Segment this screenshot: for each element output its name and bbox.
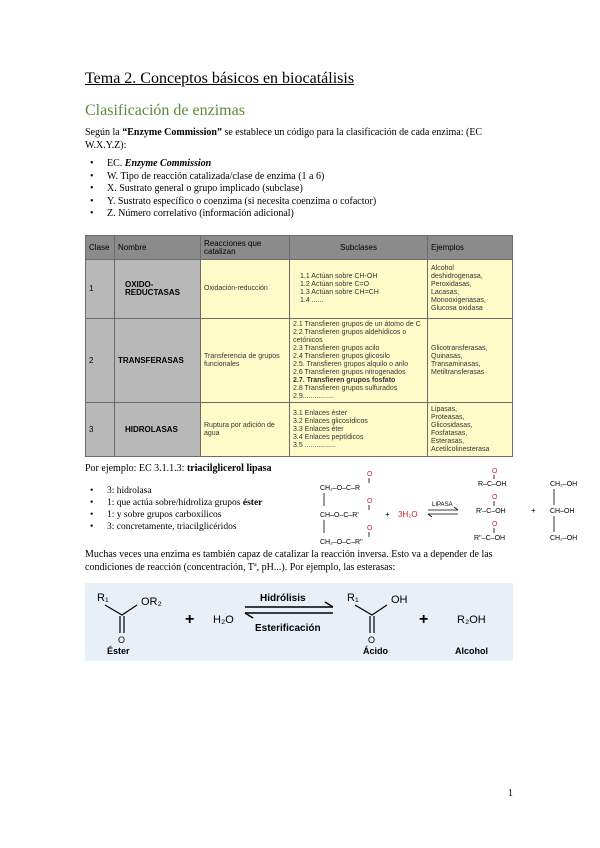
oh-label: OH xyxy=(391,594,408,606)
hydrolysis-label: Hidrólisis xyxy=(260,593,306,604)
row-ejemplos: Lipasas, Proteasas, Glicosidasas, Fosfatasas, Esterasas, Acetilcolinesterasa xyxy=(428,403,513,457)
lipase-reaction-diagram xyxy=(318,466,584,548)
water-label: 3H₂O xyxy=(398,510,418,519)
row-nombre: HIDROLASAS xyxy=(115,403,201,457)
intro-prefix: Según la xyxy=(85,127,123,138)
or2-label: OR₂ xyxy=(141,596,162,608)
row-reacciones: Transferencia de grupos funcionales xyxy=(201,319,290,403)
list-item: • 3: concretamente, triacilglicéridos xyxy=(90,521,262,533)
reverse-reaction-paragraph: Muchas veces una enzima es también capaz de catalizar la reacción inversa. Esto va a depender de las condiciones de reacción (concentración, Tª, pH...). Por ejemplo, las esterasas: xyxy=(85,549,493,573)
oxygen-label: O xyxy=(367,471,373,478)
list-item: • Z. Número correlativo (información adicional) xyxy=(90,208,376,221)
enzyme-class-table xyxy=(85,235,513,457)
ec-code-list xyxy=(90,158,376,221)
svg-text:O: O xyxy=(367,525,373,532)
list-item: • X. Sustrato general o grupo implicado (subclase) xyxy=(90,183,376,196)
row-clase: 1 xyxy=(86,260,115,319)
svg-text:O: O xyxy=(368,635,376,645)
svg-text:O: O xyxy=(492,521,498,528)
example-line: Por ejemplo: EC 3.1.1.3: triacilglicerol lipasa xyxy=(85,463,272,474)
header-subclases: Subclases xyxy=(290,236,428,260)
row-subclases: 3.1 Enlaces éster 3.2 Enlaces glicosídicos 3.3 Enlaces éter 3.4 Enlaces peptídicos 3.5 ................ xyxy=(290,403,428,457)
row-nombre: OXIDO-REDUCTASAS xyxy=(115,260,201,319)
row-ejemplos: Glicotransferasas, Quinasas, Transaminasas, Metiltransferasas xyxy=(428,319,513,403)
list-item: • EC. Enzyme Commission xyxy=(90,158,376,171)
svg-text:O: O xyxy=(492,468,498,475)
row-clase: 2 xyxy=(86,319,115,403)
svg-text:O: O xyxy=(492,494,498,501)
page-number: 1 xyxy=(508,788,513,799)
header-ejemplos: Ejemplos xyxy=(428,236,513,260)
list-item: • Y. Sustrato específico o coenzima (si necesita coenzima o cofactor) xyxy=(90,196,376,209)
header-reacciones: Reacciones que catalizan xyxy=(201,236,290,260)
esterification-label: Esterificación xyxy=(255,623,321,634)
plus-sign: + xyxy=(185,611,195,628)
r1-label-product: R₁ xyxy=(347,592,359,604)
ester-label: Éster xyxy=(107,646,130,656)
acid-2: R'–C–OH xyxy=(476,508,506,515)
glycerol-1: CH₂–OH xyxy=(550,481,578,488)
row-nombre: TRANSFERASAS xyxy=(115,319,201,403)
enzyme-label: LIPASA xyxy=(432,502,453,508)
table-row xyxy=(86,260,513,319)
glyceride-row-1: CH₂–O–C–R xyxy=(320,485,361,492)
intro-emphasis: “Enzyme Commission” xyxy=(122,127,222,138)
glycerol-3: CH₂–OH xyxy=(550,535,578,542)
glyceride-row-2: CH–O–C–R' xyxy=(320,512,359,519)
acid-1: R–C–OH xyxy=(478,481,507,488)
table-row xyxy=(86,403,513,457)
esterase-reaction-diagram xyxy=(85,583,513,661)
row-ejemplos: Alcohol deshidrogenasa, Peroxidasas, Lacasas, Monooxigenasas, Glucosa oxidasa xyxy=(428,260,513,319)
row-reacciones: Oxidación-reducción xyxy=(201,260,290,319)
plus-sign: + xyxy=(531,506,536,515)
acid-3: R''–C–OH xyxy=(474,535,506,542)
alcohol-label: Alcohol xyxy=(455,646,488,656)
glycerol-2: CH–OH xyxy=(550,508,575,515)
table-header-row xyxy=(86,236,513,260)
section-heading: Clasificación de enzimas xyxy=(85,102,245,119)
ec-example-list xyxy=(90,485,262,533)
intro-paragraph xyxy=(85,126,525,152)
page-title: Tema 2. Conceptos básicos en biocatálisis xyxy=(85,70,355,87)
row-subclases: 1.1 Actúan sobre CH-OH 1.2 Actúan sobre C=O 1.3 Actúan sobre CH=CH 1.4 ...... xyxy=(290,260,428,319)
row-reacciones: Ruptura por adición de agua xyxy=(201,403,290,457)
alcohol-formula: R₂OH xyxy=(457,614,486,626)
intro-suffix: se establece un código para la clasificación de cada enzima: (EC W.X.Y.Z): xyxy=(85,127,483,151)
glyceride-row-3: CH₂–O–C–R'' xyxy=(320,539,363,546)
list-item: • 1: que actúa sobre/hidroliza grupos éster xyxy=(90,497,262,509)
svg-text:O: O xyxy=(118,635,126,645)
r1-label: R₁ xyxy=(97,592,109,604)
list-item: • W. Tipo de reacción catalizada/clase de enzima (1 a 6) xyxy=(90,171,376,184)
water-label: H₂O xyxy=(213,614,234,626)
row-subclases: 2.1 Transfieren grupos de un átomo de C 2.2 Transfieren grupos aldehídicos o cetónicos 2.3 Transfieren grupos acilo 2.4 Transfieren grupos glicosilo 2.5. Transfieren grupos alquilo o arilo 2.6 Transfieren grupos nitrogenados 2.7. Transfieren grupos fosfato 2.8 Transfieren grupos sulfurados 2.9................ xyxy=(290,319,428,403)
plus-sign: + xyxy=(419,611,429,628)
acid-label: Ácido xyxy=(363,646,389,656)
header-nombre: Nombre xyxy=(115,236,201,260)
list-item: • 1: y sobre grupos carboxílicos xyxy=(90,509,262,521)
header-clase: Clase xyxy=(86,236,115,260)
list-item: • 3: hidrolasa xyxy=(90,485,262,497)
svg-text:O: O xyxy=(367,498,373,505)
row-clase: 3 xyxy=(86,403,115,457)
table-row xyxy=(86,319,513,403)
plus-sign: + xyxy=(385,510,390,519)
